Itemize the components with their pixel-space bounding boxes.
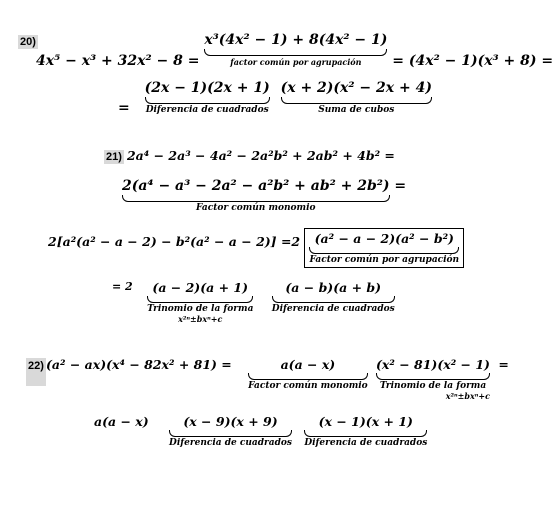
ex21-grouped: (a² − a − 2)(a² − b²) <box>314 231 454 246</box>
ex21-diff-squares-brace <box>272 296 395 303</box>
exercise-22-number: 22) <box>26 360 46 372</box>
ex20-grouped-brace <box>204 49 387 56</box>
ex22-diff1-block <box>169 414 292 448</box>
ex21-factored-brace <box>122 195 390 202</box>
ex22-monomial-label: Factor común monomio <box>248 381 368 391</box>
ex20-grouped-block <box>204 32 387 67</box>
ex21-factored-label: Factor común monomio <box>196 203 316 213</box>
ex22-diff2-brace <box>304 430 427 437</box>
exercise-21-line-2 <box>122 178 406 214</box>
ex20-diff-squares: (2x − 1)(2x + 1) <box>144 80 270 96</box>
ex20-lhs: 4x⁵ − x³ + 32x² − 8 = <box>36 53 200 69</box>
ex21-diff-squares-block <box>272 280 395 314</box>
ex20-sum-cubes: (x + 2)(x² − 2x + 4) <box>280 80 432 96</box>
ex21-grouped-block <box>309 231 459 265</box>
ex21-factored-block <box>122 178 390 213</box>
ex21-diff-squares-label: Diferencia de cuadrados <box>271 304 395 314</box>
exercise-20-number: 20) <box>20 36 36 48</box>
ex20-sum-cubes-label: Suma de cubos <box>318 105 395 115</box>
ex21-grouped-bracket <box>304 228 464 268</box>
ex22-trinomial: (x² − 81)(x² − 1) <box>376 357 490 372</box>
ex22-diff2-label: Diferencia de cuadrados <box>304 438 428 448</box>
ex20-sum-cubes-brace <box>281 97 432 104</box>
ex20-diff-squares-brace <box>145 97 270 104</box>
ex22-trinomial-block <box>376 357 490 401</box>
ex20-line2-eq: = <box>118 100 130 116</box>
ex21-trinomial-brace <box>147 296 253 303</box>
ex20-grouped-label: factor común por agrupación <box>230 57 362 67</box>
ex21-trinomial-label: Trinomio de la forma <box>147 304 254 314</box>
exercise-20-line-2 <box>118 80 432 116</box>
exercise-20-line-1 <box>36 32 553 69</box>
ex21-grouped-label: Factor común por agrupación <box>309 255 460 265</box>
exercise-22-line-2 <box>94 414 427 448</box>
ex22-lhs: (a² − ax)(x⁴ − 82x² + 81) = <box>46 357 232 372</box>
ex22-line2-start: a(a − x) <box>94 414 149 429</box>
ex22-diff1-brace <box>169 430 292 437</box>
ex22-diff1-label: Diferencia de cuadrados <box>169 438 292 448</box>
ex20-sum-cubes-block <box>281 80 432 115</box>
ex21-trinomial: (a − 2)(a + 1) <box>152 280 249 295</box>
ex22-monomial-brace <box>248 373 368 380</box>
ex21-factored: 2(a⁴ − a³ − 2a² − a²b² + ab² + 2b²) <box>122 178 390 194</box>
ex22-diff2-block <box>304 414 427 448</box>
ex21-diff-squares: (a − b)(a + b) <box>285 280 382 295</box>
ex21-grouped-brace <box>309 247 459 254</box>
ex20-grouped: x³(4x² − 1) + 8(4x² − 1) <box>204 32 388 48</box>
ex22-trinomial-brace <box>376 373 490 380</box>
ex22-end-eq: = <box>498 357 509 372</box>
ex22-diff2: (x − 1)(x + 1) <box>318 414 413 429</box>
ex20-diff-squares-label: Diferencia de cuadrados <box>145 105 269 115</box>
exercise-21-number: 21) <box>106 151 122 163</box>
ex21-lhs: 2a⁴ − 2a³ − 4a² − 2a²b² + 2ab² + 4b² = <box>126 148 395 163</box>
ex22-monomial-block <box>248 357 368 391</box>
ex21-line3-lhs: 2[a²(a² − a − 2) − b²(a² − a − 2)] =2 <box>48 234 301 249</box>
ex21-trinomial-cond: x²ⁿ±bxⁿ+c <box>178 314 223 324</box>
exercise-22-line-1 <box>46 357 509 401</box>
ex21-line4-eq: = 2 <box>112 280 133 293</box>
ex22-trinomial-label: Trinomio de la forma <box>379 381 487 391</box>
ex21-trinomial-block <box>147 280 253 324</box>
ex22-monomial: a(a − x) <box>280 357 336 372</box>
ex22-trinomial-cond: x²ⁿ±bxⁿ+c <box>445 391 490 401</box>
ex22-diff1: (x − 9)(x + 9) <box>183 414 278 429</box>
ex20-diff-squares-block <box>145 80 270 115</box>
exercise-21-line-4 <box>112 280 395 325</box>
exercise-21-line-1 <box>104 148 395 163</box>
ex20-rhs: = (4x² − 1)(x³ + 8) = <box>392 53 553 69</box>
exercise-21-line-3 <box>48 228 464 268</box>
ex21-factored-eq: = <box>394 178 407 194</box>
